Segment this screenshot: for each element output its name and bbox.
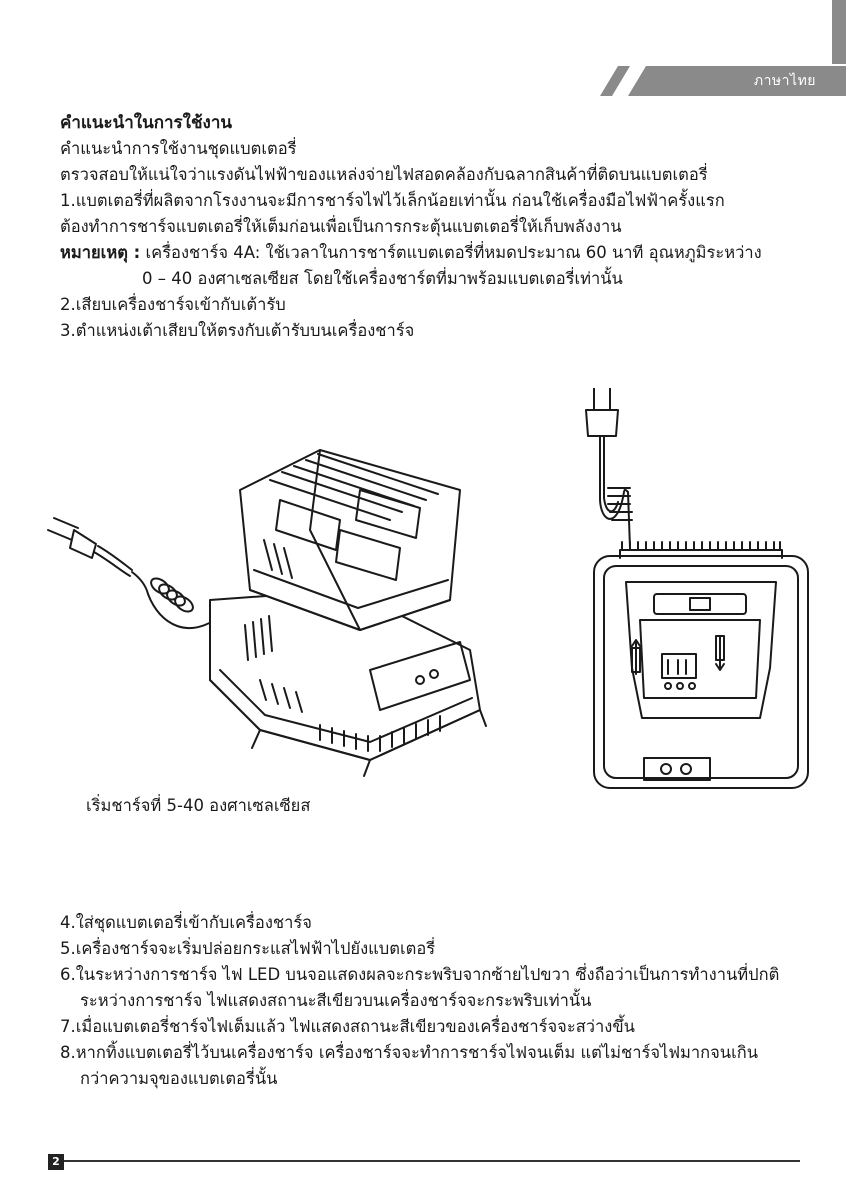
- step-7: 7.เมื่อแบตเตอรี่ชาร์จไฟเต็มแล้ว ไฟแสดงสถานะสีเขียวของเครื่องชาร์จจะสว่างขึ้น: [60, 1017, 635, 1036]
- note-line-1: [60, 240, 830, 266]
- step-1-line-2: ต้องทำการชาร์จแบตเตอรี่ให้เต็มก่อนเพื่อเป็นการกระตุ้นแบตเตอรี่ให้เก็บพลังงาน: [60, 217, 622, 236]
- charger-top-view-illustration: [570, 388, 830, 808]
- intro-text: ตรวจสอบให้แน่ใจว่าแรงดันไฟฟ้าของแหล่งจ่ายไฟสอดคล้องกับฉลากสินค้าที่ติดบนแบตเตอรี่: [60, 165, 708, 184]
- instructions-block: [60, 110, 830, 344]
- step-3: 3.ตำแหน่งเต้าเสียบให้ตรงกับเต้ารับบนเครื่องชาร์จ: [60, 321, 415, 340]
- figure-caption: เริ่มชาร์จที่ 5-40 องศาเซลเซียส: [86, 795, 311, 815]
- step-8-line-2: กว่าความจุของแบตเตอรี่นั้น: [80, 1069, 278, 1088]
- page-number: 2: [48, 1154, 64, 1170]
- step-6-line-2: ระหว่างการชาร์จ ไฟแสดงสถานะสีเขียวบนเครื่องชาร์จจะกระพริบเท่านั้น: [80, 991, 592, 1010]
- step-4: 4.ใส่ชุดแบตเตอรี่เข้ากับเครื่องชาร์จ: [60, 913, 312, 932]
- language-tab: [600, 66, 846, 96]
- step-1-line-1: 1.แบตเตอรี่ที่ผลิตจากโรงงานจะมีการชาร์จไฟไว้เล็กน้อยเท่านั้น ก่อนใช้เครื่องมือไฟฟ้าครั้งแรก: [60, 191, 725, 210]
- language-label: ภาษาไทย: [753, 73, 816, 89]
- step-6-line-1: 6.ในระหว่างการชาร์จ ไฟ LED บนจอแสดงผลจะกระพริบจากซ้ายไปขวา ซึ่งถือว่าเป็นการทำงานที่ปกติ: [60, 965, 780, 984]
- note-text-1: เครื่องชาร์จ 4A: ใช้เวลาในการชาร์ตแบตเตอรี่ที่หมดประมาณ 60 นาที อุณหภูมิระหว่าง: [140, 243, 762, 262]
- charger-body-icon: [594, 542, 808, 788]
- note-line-2: 0 – 40 องศาเซลเซียส โดยใช้เครื่องชาร์ตที่มาพร้อมแบตเตอรี่เท่านั้น: [142, 269, 623, 288]
- cord-coil-icon: [132, 572, 220, 628]
- step-8-line-1: 8.หากทิ้งแบตเตอรี่ไว้บนเครื่องชาร์จ เครื่องชาร์จจะทำการชาร์จไฟจนเต็ม แต่ไม่ชาร์จไฟมากจนเกิน: [60, 1043, 758, 1062]
- footer-rule: [60, 1160, 800, 1162]
- note-label: หมายเหตุ :: [60, 243, 141, 262]
- section-subtitle: คำแนะนำการใช้งานชุดแบตเตอรี่: [60, 139, 297, 158]
- section-title: คำแนะนำในการใช้งาน: [60, 113, 232, 133]
- lower-steps-block: [60, 910, 830, 1092]
- step-2: 2.เสียบเครื่องชาร์จเข้ากับเต้ารับ: [60, 295, 286, 314]
- charger-with-battery-illustration: [20, 380, 500, 780]
- corner-tab: [832, 0, 846, 64]
- plug-top-icon: [586, 388, 632, 548]
- plug-left-icon: [48, 518, 132, 576]
- step-5: 5.เครื่องชาร์จจะเริ่มปล่อยกระแสไฟฟ้าไปยังแบตเตอรี่: [60, 939, 436, 958]
